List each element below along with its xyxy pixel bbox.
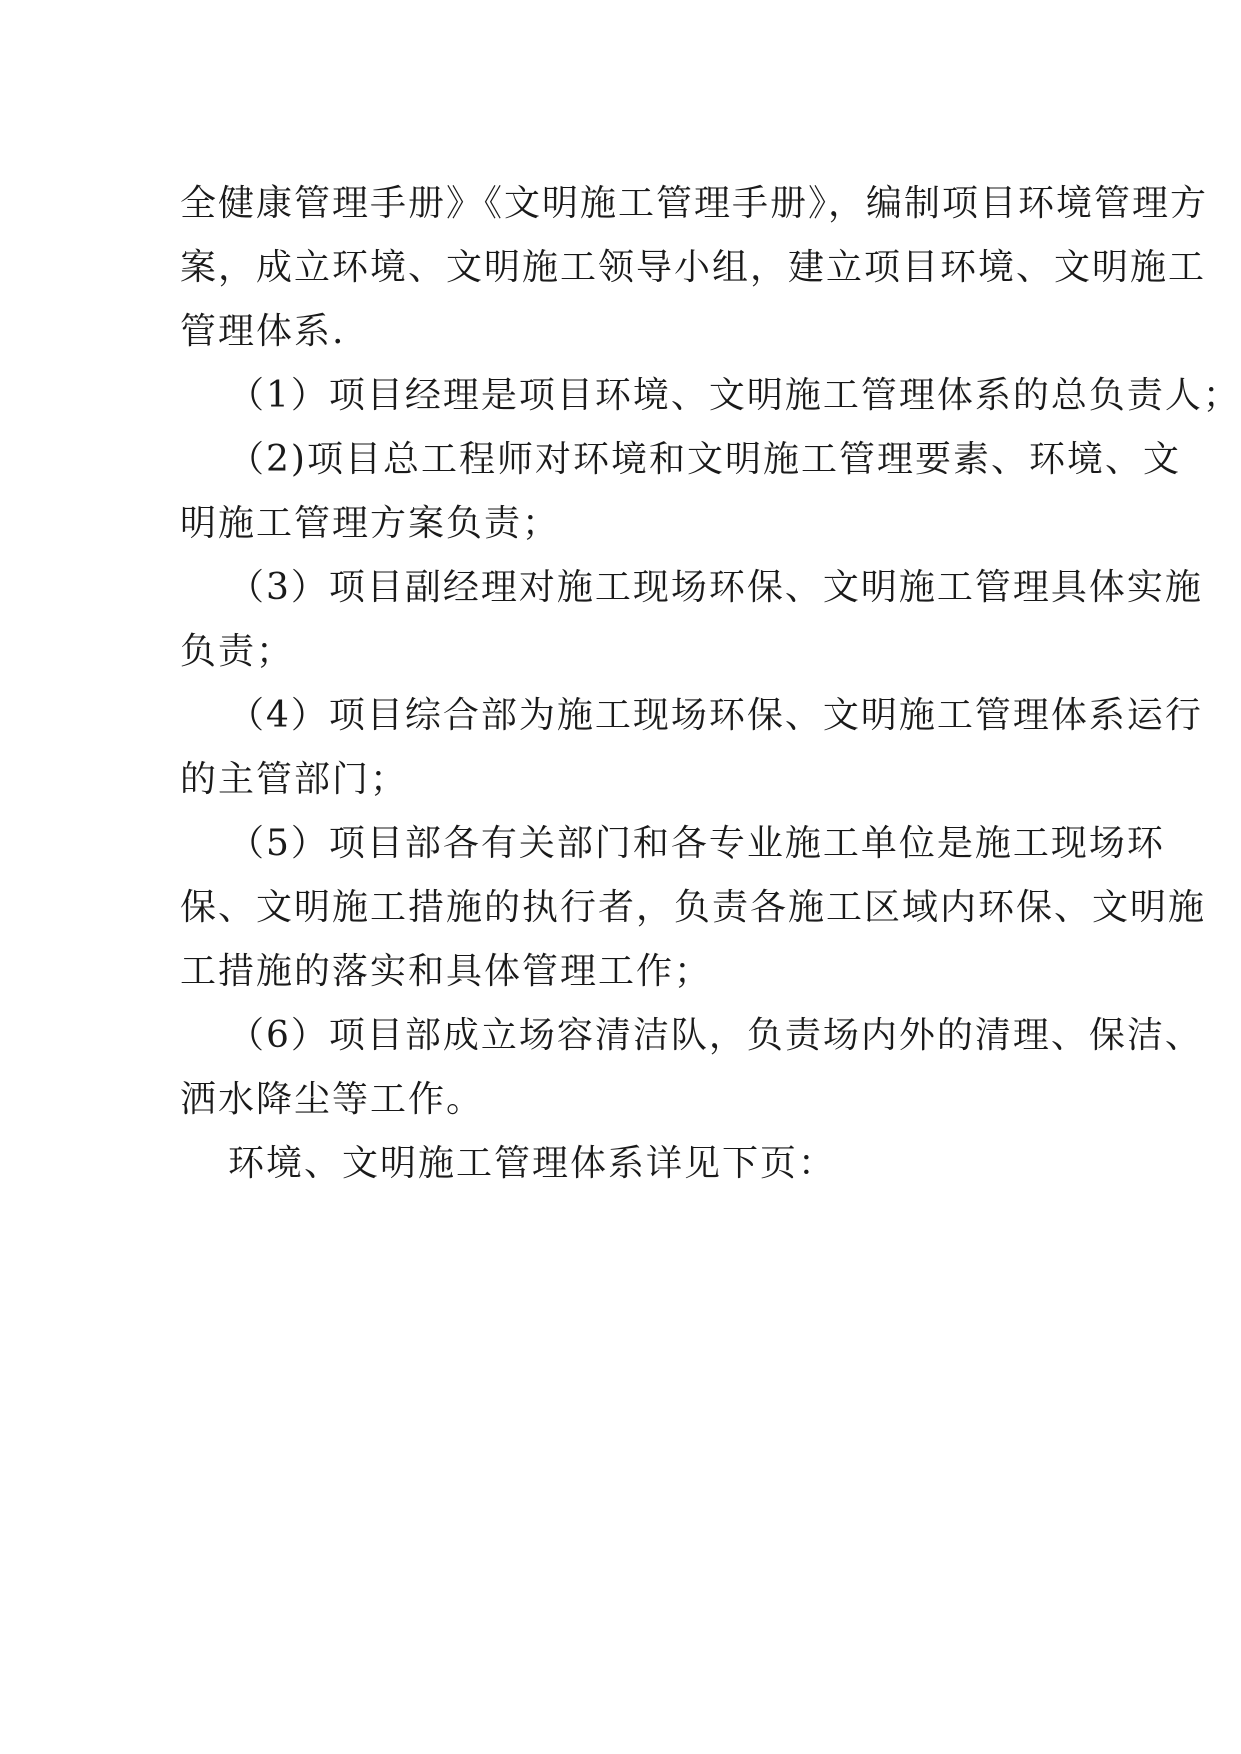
text-line: （3）项目副经理对施工现场环保、文明施工管理具体实施 xyxy=(228,567,1203,608)
text-line: 工措施的落实和具体管理工作； xyxy=(180,951,713,992)
list-item-6 xyxy=(180,1004,1203,1132)
text-line: 环境、文明施工管理体系详见下页： xyxy=(228,1143,837,1184)
text-line: （5）项目部各有关部门和各专业施工单位是施工现场环 xyxy=(228,823,1165,864)
list-item-3 xyxy=(180,556,1203,684)
text-line: 明施工管理方案负责； xyxy=(180,503,561,544)
list-item-4 xyxy=(180,684,1203,812)
list-item-2 xyxy=(180,428,1181,556)
text-line: 管理体系. xyxy=(180,311,346,352)
text-line: （1）项目经理是项目环境、文明施工管理体系的总负责人； xyxy=(228,375,1241,416)
text-line: 保、文明施工措施的执行者，负责各施工区域内环保、文明施 xyxy=(180,887,1207,928)
text-line: 案，成立环境、文明施工领导小组，建立项目环境、文明施工 xyxy=(180,247,1207,288)
closing-paragraph xyxy=(180,1132,1060,1196)
paragraph-intro xyxy=(180,172,1209,364)
list-item-5 xyxy=(180,812,1207,1004)
text-line: （4）项目综合部为施工现场环保、文明施工管理体系运行 xyxy=(228,695,1203,736)
text-line: （2)项目总工程师对环境和文明施工管理要素、环境、文 xyxy=(228,439,1181,480)
text-line: 全健康管理手册》《文明施工管理手册》，编制项目环境管理方 xyxy=(180,183,1209,224)
text-line: 洒水降尘等工作。 xyxy=(180,1079,485,1120)
text-line: 负责； xyxy=(180,631,295,672)
text-line: （6）项目部成立场容清洁队，负责场内外的清理、保洁、 xyxy=(228,1015,1203,1056)
list-item-1 xyxy=(180,364,1241,428)
document-body xyxy=(180,172,1241,1196)
text-line: 的主管部门； xyxy=(180,759,409,800)
